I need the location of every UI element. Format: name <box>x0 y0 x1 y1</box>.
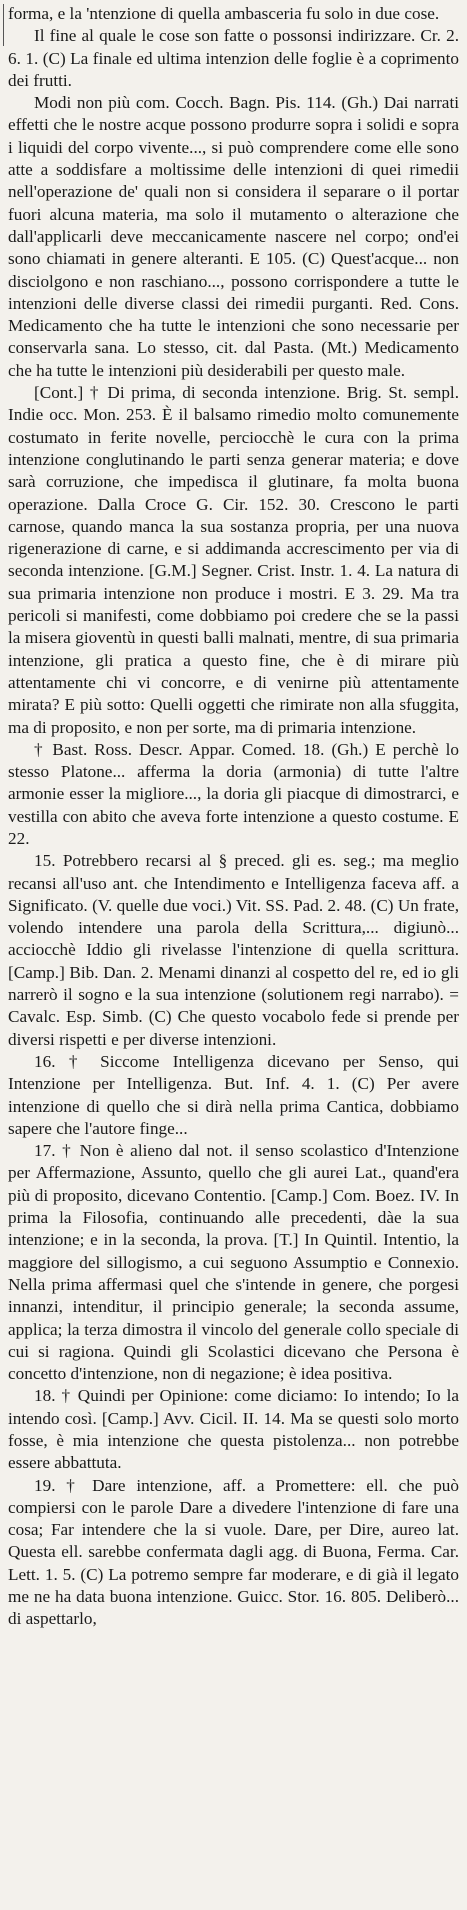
paragraph-18: 18. † Quindi per Opinione: come diciamo: Io intendo; Io la intendo così. [Camp.] Avv. Cicil. II. 14. Ma se questi solo morto fosse, è mia intenzione che questa pistolenza... non potrebbe essere abbattuta. <box>8 1386 459 1473</box>
text-column <box>8 3 459 1631</box>
left-border-line <box>3 4 4 46</box>
paragraph-fine: Il fine al quale le cose son fatte o possonsi indirizzare. Cr. 2. 6. 1. (C) La finale ed ultima intenzion delle foglie è a coprimento dei frutti. <box>8 26 459 90</box>
paragraph-16: 16. † Siccome Intelligenza dicevano per Senso, qui Intenzione per Intelligenza. But. Inf. 4. 1. (C) Per avere intenzione di quello che si dirà nella prima Cantica, dobbiamo sapere che l'autore finge... <box>8 1051 459 1138</box>
paragraph-forma: forma, e la 'ntenzione di quella ambasceria fu solo in due cose. <box>8 4 440 23</box>
paragraph-modi: Modi non più com. Cocch. Bagn. Pis. 114. (Gh.) Dai narrati effetti che le nostre acque possono produrre sopra i solidi e sopra i liquidi del corpo vivente..., si può comprendere come elle sono atte a soddisfare a moltissime delle intenzioni di quei rimedii nell'operazione de' quali non si considera il separare o il portar fuori alcuna materia, ma solo il mutamento o alterazione che dall'applicarli deve meccanicamente nascere nel corpo; ond'ei sono chiamati in genere alteranti. E 105. (C) Quest'acque... non disciolgono e non raschiano..., possono corrispondere a tutte le intenzioni delle diverse classi dei rimedii purganti. Red. Cons. Medicamento che ha tutte le intenzioni che sono necessarie per conservarla sana. Lo stesso, cit. dal Pasta. (Mt.) Medicamento che ha tutte le intenzioni più desiderabili per questo male. <box>8 93 459 380</box>
paragraph-prima-seconda-intenzione: [Cont.] † Di prima, di seconda intenzione. Brig. St. sempl. Indie occ. Mon. 253. È il balsamo rimedio molto comunemente costumato in ferite novelle, perciocchè le cura con la prima intenzione conglutinando le parti senza generar materia; e dove sarà corruzione, che impedisca il glutinare, fa molta buona operazione. Dalla Croce G. Cir. 152. 30. Crescono le parti carnose, quando manca la sua sostanza propria, per una nuova rigenerazione di carne, e si addimanda accrescimento per via di seconda intenzione. [G.M.] Segner. Crist. Instr. 1. 4. La natura di sua primaria intenzione non produce i mostri. E 3. 29. Ma tra pericoli si manifesti, come dobbiamo poi credere che se la passi la misera gioventù in questi balli malnati, mentre, di sua primaria intenzione, gli pratica a questo fine, che è di mirare più attentamente chi vi concorre, e di venirne più attentamente mirata? E più sotto: Quelli oggetti che rimirate non alla sfuggita, ma di proposito, e non per sorte, ma di primaria intenzione. <box>8 383 459 737</box>
paragraph-15: 15. Potrebbero recarsi al § preced. gli es. seg.; ma meglio recansi all'uso ant. che Intendimento e Intelligenza faceva aff. a Significato. (V. quelle due voci.) Vit. SS. Pad. 2. 48. (C) Un frate, volendo intendere una parola della Scrittura,... digiunò... acciocchè Iddio gli rivelasse l'intenzione di quella scrittura. [Camp.] Bib. Dan. 2. Menami dinanzi al cospetto del re, ed io gli narrerò il sogno e la sua intenzione (solutionem regi narrabo). = Cavalc. Esp. Simb. (C) Che questo vocabolo fede si prende per diversi rispetti e per diverse intenzioni. <box>8 851 459 1049</box>
paragraph-bast-ross: † Bast. Ross. Descr. Appar. Comed. 18. (Gh.) E perchè lo stesso Platone... afferma la doria (armonia) di tutte l'altre armonie esser la migliore..., la doria gli piacque di dimostrarci, e vestilla con abito che aveva forte intenzione a questo costume. E 22. <box>8 739 459 848</box>
paragraph-17: 17. † Non è alieno dal not. il senso scolastico d'Intenzione per Affermazione, Assunto, quello che gli aurei Lat., quand'era più di proposito, dicevano Contentio. [Camp.] Com. Boez. IV. In prima la Filosofia, continuando alle precedenti, dàe la sua intenzione; e in la seconda, la prova. [T.] In Quintil. Intentio, la maggiore del sillogismo, a cui seguono Assumptio e Connexio. Nella prima affermasi quel che s'intende in genere, che porgesi innanzi, intenditur, il principio generale; la seconda assume, applica; la terza dimostra il vincolo del generale collo speciale di cui si ragiona. Quindi gli Scolastici dicevano che Persona è concetto d'intenzione, non di negazione; è idea positiva. <box>8 1141 459 1384</box>
paragraph-19: 19. † Dare intenzione, aff. a Promettere: ell. che può compiersi con le parole Dare a divedere l'intenzione di fare una cosa; Far intendere che la si vuole. Dare, per Dire, aureo lat. Questa ell. sarebbe confermata dagli agg. di Buona, Ferma. Car. Lett. 1. 5. (C) La potremo sempre far moderare, e di già il legato me ne ha data buona intenzione. Guicc. Stor. 16. 805. Deliberò... di aspettarlo, <box>8 1475 459 1629</box>
